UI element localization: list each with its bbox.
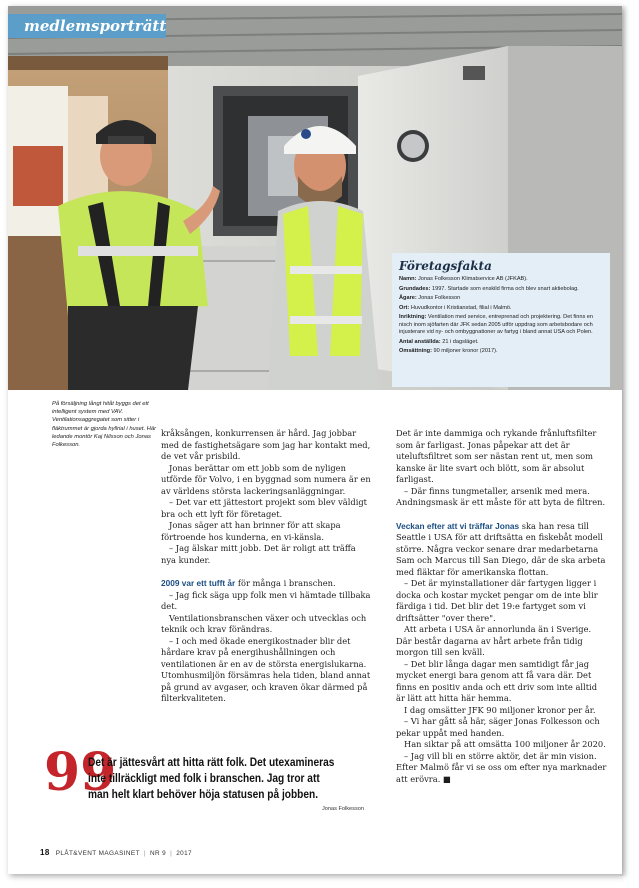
paragraph: – Där finns tungmetaller, arsenik med mera. Andningsmask är ett måste för att byta de filtren. [396, 485, 606, 507]
paragraph: – Jag fick säga upp folk men vi hämtade tillbaka det. [161, 589, 371, 611]
paragraph: Jonas säger att han brinner för att skapa förtroende hos kunderna, en vi-känsla. [161, 520, 341, 542]
quote-author: Jonas Folkesson [322, 806, 364, 812]
pull-quote: Det är jättesvårt att hitta rätt folk. Det utexamineras inte tillräckligt med folk i branschen. Jag tror att man helt klart behöver höja statusen på jobben. [88, 755, 335, 801]
paragraph: Ventilationsbranschen växer och utvecklas och teknik och krav förändras. [161, 612, 367, 634]
fact-row: Ort: Huvudkontor i Kristianstad, filial i Malmö. [399, 304, 512, 311]
paragraph: – I och med ökade energikostnader blir det hårdare krav på energihushållningen och ventilationen är en av de största energislukarna. Utomhusmiljön försämras hela tiden, bland annat på grund av avgaser, och kraven ökar därmed på filterkvaliteten. [161, 635, 371, 703]
page-number: 18 [40, 848, 50, 857]
issue-year: 2017 [176, 850, 193, 857]
paragraph: – Det är myinstallationer där fartygen ligger i docka och kostar mycket pengar om de inte blir färdiga i tid. Det blir det 19:e fartyget som vi driftsätter "over there". [396, 578, 598, 623]
paragraph: – Det var ett jättestort projekt som blev väldigt bra och ett lyft för företaget. [161, 497, 368, 519]
factbox-title: Företagsfakta [399, 259, 492, 273]
magazine-name: PLÅT&VENT MAGASINET [55, 850, 140, 857]
fact-row: Omsättning: 90 miljoner kronor (2017). [399, 348, 498, 355]
quote-mark-icon: 99 [44, 742, 117, 803]
article-column-1 [161, 428, 371, 705]
section-tag: medlemsporträtt [8, 14, 166, 38]
paragraph: kråksången, konkurrensen är hård. Jag jobbar med de fastighetsägare som jag har kontakt med, de vet vår prisbild. [161, 428, 371, 461]
magazine-page [8, 6, 622, 874]
company-facts-box [392, 253, 610, 387]
paragraph: I dag omsätter JFK 90 miljoner kronor per år. [404, 704, 596, 715]
issue-number: NR 9 [149, 850, 167, 857]
paragraph: Det är inte dammiga och rykande frånluftsfilter som är farligast. Jonas påpekar att det är uteluftsfiltret som ser nästan rent ut, men som kanske är lite svart och blött, som är absolut farligast. [396, 428, 597, 484]
lead-paragraph: Veckan efter att vi träffar Jonas ska han resa till Seattle i USA för att driftsätta en fiskebåt modell större. Några veckor senare drar medarbetarna Sam och Marcus till San Diego, där de ska arbeta med fläktar för amerikanska flottan. [396, 520, 606, 577]
fact-row: Antal anställda: 21 i dagsläget. [399, 338, 479, 345]
paragraph: Jonas berättar om ett jobb som de nyligen utförde för Volvo, i en byggnad som numera är en av världens största lackeringsanläggningar. [161, 462, 371, 496]
paragraph: – Vi har gått så här, säger Jonas Folkesson och pekar uppåt med handen. [396, 716, 600, 738]
paragraph: Att arbeta i USA är annorlunda än i Sverige. Där består dagarna av hårt arbete från tidig morgon till sen kväll. [396, 624, 592, 657]
fact-row: Ägare: Jonas Folkesson [399, 295, 461, 302]
paragraph: – Jag älskar mitt jobb. Det är roligt att träffa nya kunder. [161, 543, 356, 565]
subhead-paragraph: 2009 var ett tufft år för många i branschen. [161, 578, 336, 588]
photo-caption: På försäljning långt hitåt byggs det ett intelligent system med VAV. Ventilationsaggregatet som sitter i fläktrummet är gjorda hyllrial i huset. Här ledande montör Kaj Nilsson och Jonas Folkesson. [52, 401, 157, 449]
paragraph: – Det blir långa dagar men samtidigt får jag mycket energi bara genom att få vara där. Det finns en positiv anda och ett driv som inte alltid är lätt att hitta här hemma. [396, 658, 598, 703]
article-column-2 [396, 428, 608, 785]
paragraph: Han siktar på att omsätta 100 miljoner år 2020. [404, 739, 606, 749]
fact-row: Inriktning: Ventilation med service, entreprenad och projektering. Det finns en nisch inom sjöfarten där JFK sedan 2005 utför uppdrag som arbetsbodare och injusterare vid ny- och ombyggnationer av fartyg i bland annat USA och Polen. [399, 314, 594, 336]
fact-row: Namn: Jonas Folkesson Klimatservice AB (JFKAB). [399, 276, 528, 282]
paragraph: – Jag vill bli en större aktör, det är min vision. Efter Malmö får vi se oss om efter nya marknader att erövra. ■ [396, 750, 607, 784]
page-footer: 18 PLÅT&VENT MAGASINET | NR 9 | 2017 [40, 848, 193, 857]
fact-row: Grundades: 1997. Startade som enskild firma och blev snart aktiebolag. [399, 285, 579, 292]
